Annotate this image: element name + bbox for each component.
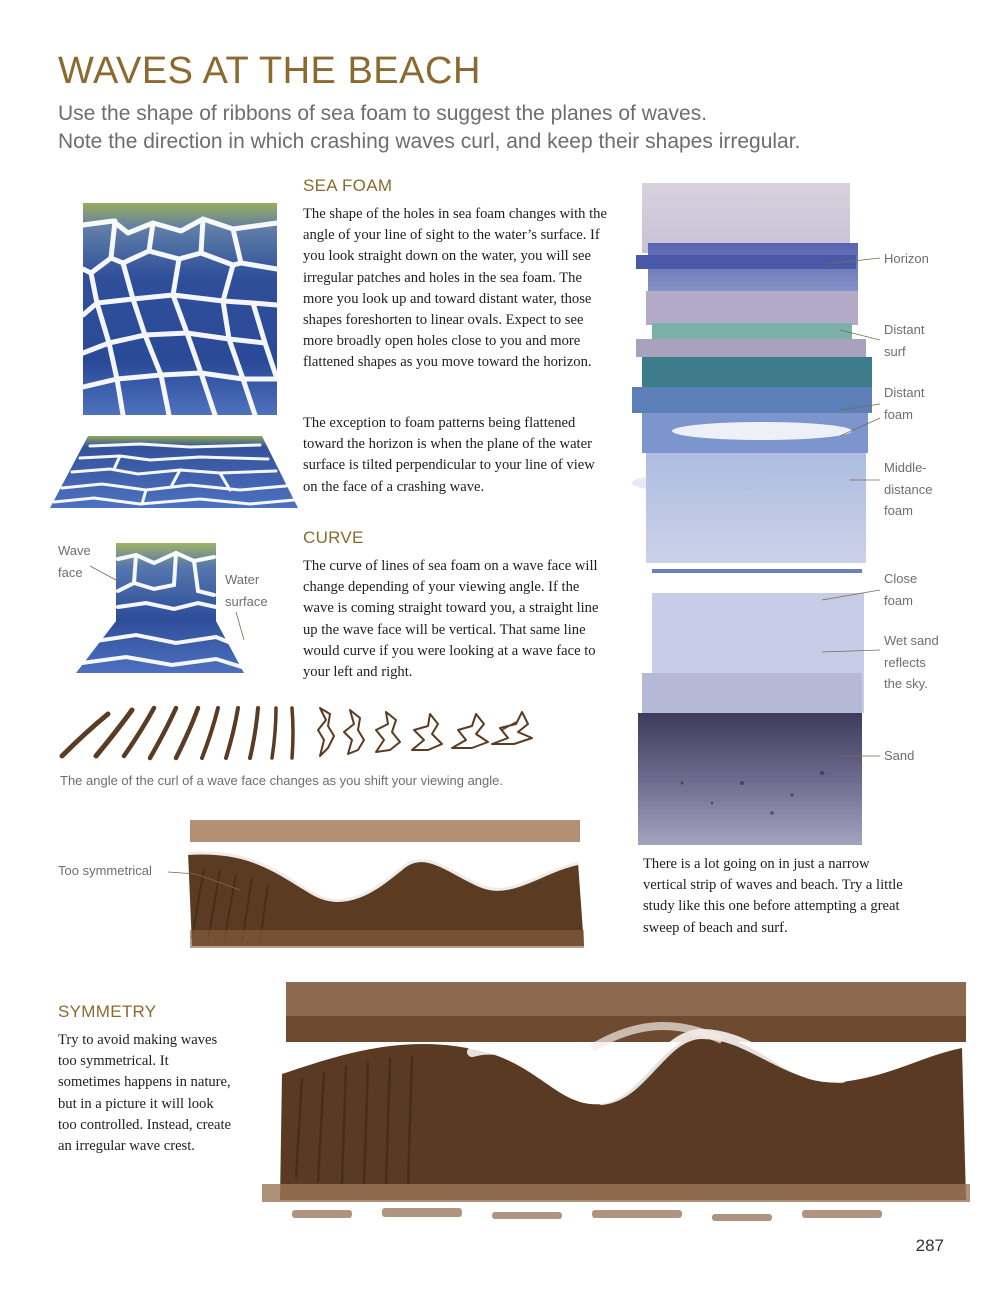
irregular-wave-illustration (262, 978, 970, 1228)
curve-paragraph: The curve of lines of sea foam on a wave face will change depending of your viewing angle. If the wave is coming straight toward you, a straight line up the wave face will be vertical. That same line would curve if you were looking at a wave face to your left and right. (303, 558, 599, 681)
page-title: WAVES AT THE BEACH (58, 50, 481, 92)
label-distant-surf: Distant surf (884, 322, 925, 359)
label-too-symmetrical: Too symmetrical (58, 863, 152, 878)
label-wet-sand: Wet sand reflects the sky. (884, 633, 939, 691)
subtitle-line-1: Use the shape of ribbons of sea foam to suggest the planes of waves. (58, 102, 708, 125)
sea-foam-heading: SEA FOAM (303, 176, 393, 195)
label-sand: Sand (884, 748, 915, 763)
label-horizon: Horizon (884, 251, 929, 266)
page-number: 287 (915, 1236, 944, 1255)
label-distant-foam: Distant foam (884, 385, 925, 422)
label-middle-distance-foam: Middle- distance foam (884, 460, 933, 518)
symmetry-heading: SYMMETRY (58, 1002, 157, 1021)
curve-heading: CURVE (303, 528, 364, 547)
sea-foam-paragraph-1: The shape of the holes in sea foam changes with the angle of your line of sight to the water’s surface. If you look straight down on the water, you will see irregular patches and holes in the sea foam. The more you look up and toward distant water, those shapes foreshorten to linear ovals. Expect to see more broadly open holes close to you and more flattened shapes as you move toward the horizon. (303, 206, 607, 371)
symmetry-paragraph: Try to avoid making waves too symmetrical. It sometimes happens in nature, but in a picture it will look too controlled. Instead, create an irregular wave crest. (58, 1032, 232, 1155)
subtitle-line-2: Note the direction in which crashing waves curl, and keep their shapes irregular. (58, 130, 801, 153)
sea-foam-paragraph-2: The exception to foam patterns being flattened toward the horizon is when the plane of the water surface is tilted perpendicular to your line of view on the face of a crashing wave. (303, 415, 595, 495)
label-wave-face: Wave face (58, 543, 91, 580)
strip-caption: There is a lot going on in just a narrow vertical strip of waves and beach. Try a little study like this one before attempting a great sweep of beach and surf. (643, 856, 903, 936)
label-water-surface: Water surface (225, 572, 268, 609)
curl-caption: The angle of the curl of a wave face changes as you shift your viewing angle. (60, 773, 503, 788)
label-close-foam: Close foam (884, 571, 918, 608)
